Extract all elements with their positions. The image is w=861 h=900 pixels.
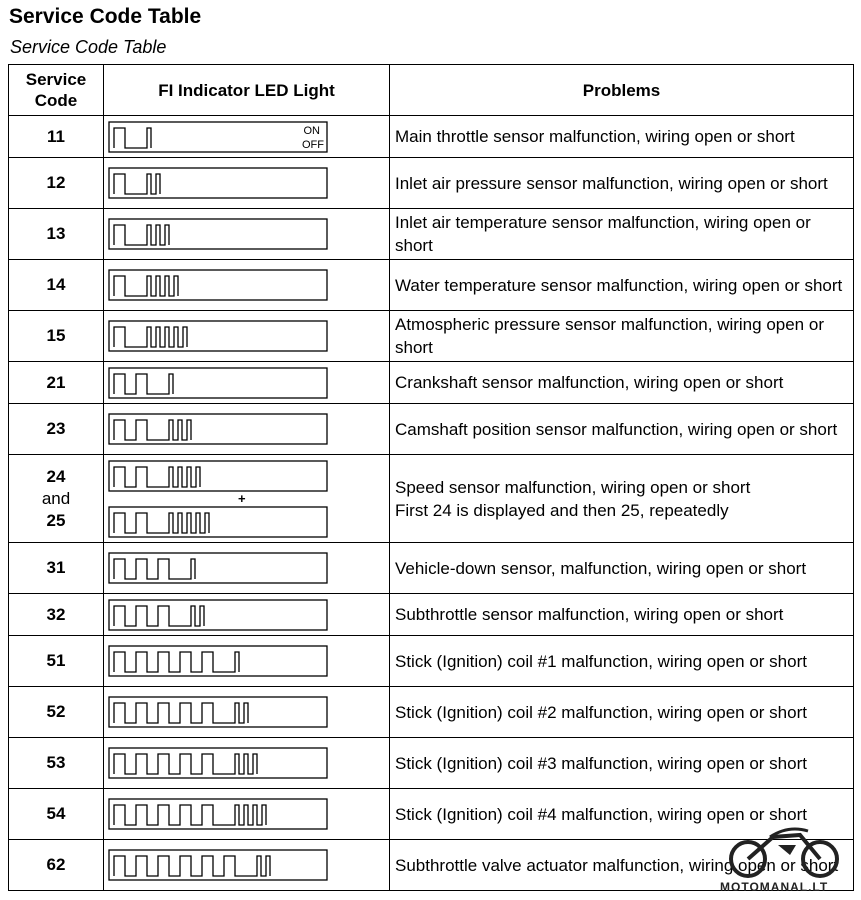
led-on-label: ON [303,124,320,137]
service-code: 21 [46,372,66,392]
watermark-logo [718,823,858,900]
led-blink-pattern [114,174,160,194]
fi-indicator-cell [104,158,390,209]
led-signal-diagram [108,598,328,632]
problem-text: Subthrottle sensor malfunction, wiring open or short [395,605,784,624]
led-blink-pattern [114,856,270,876]
and-label: and [41,488,71,508]
fi-indicator-cell [104,594,390,636]
service-code-cell [9,543,104,594]
table-row [9,543,854,594]
service-code-cell [9,840,104,891]
table-row [9,404,854,455]
led-frame [109,368,327,398]
combo-plus-symbol: + [238,490,246,506]
led-blink-pattern [114,374,173,394]
fi-indicator-cell [104,687,390,738]
fi-indicator-cell [104,311,390,362]
table-header-row [9,65,854,116]
service-code: 25 [46,510,66,530]
fi-indicator-cell [104,362,390,404]
service-code: 11 [47,126,65,146]
led-signal-diagram [108,319,328,353]
fi-indicator-cell [104,455,390,543]
problem-text: Stick (Ignition) coil #2 malfunction, wiring open or short [395,702,807,722]
led-blink-pattern [114,703,248,723]
fi-indicator-cell [104,840,390,891]
led-blink-pattern [114,225,169,245]
led-blink-pattern [114,327,187,347]
led-blink-pattern [114,513,209,533]
problem-text: Inlet air pressure sensor malfunction, wiring open or short [395,173,828,193]
page-title: Service Code Table [9,5,202,28]
table-row [9,636,854,687]
service-code: 54 [46,804,66,823]
service-code-cell [9,260,104,311]
problem-cell [390,362,854,404]
problem-text: Crankshaft sensor malfunction, wiring open or short [395,373,784,392]
led-off-label: OFF [302,138,324,151]
problem-cell [390,158,854,209]
service-code-cell [9,636,104,687]
problem-text: Subthrottle valve actuator malfunction, wiring open or short [395,855,839,875]
header-problems: Problems [390,65,854,116]
problem-text: Vehicle-down sensor, malfunction, wiring open or short [395,558,807,578]
fi-indicator-cell [104,789,390,840]
problem-cell [390,116,854,158]
problem-cell [390,209,854,260]
led-signal-diagram [108,746,328,780]
led-signal-diagram [108,551,328,585]
problem-cell [390,404,854,455]
led-signal-diagram [108,644,328,678]
table-row [9,738,854,789]
led-signal-diagram [108,797,328,831]
fi-indicator-cell [104,404,390,455]
table-row [9,209,854,260]
problem-text: Water temperature sensor malfunction, wiring open or short [395,275,843,295]
table-row [9,455,854,543]
service-code-cell [9,789,104,840]
problem-text: Atmospheric pressure sensor malfunction, wiring open or short [395,315,824,357]
fi-indicator-cell [104,260,390,311]
service-code-cell [9,404,104,455]
service-code-cell [9,116,104,158]
table-row [9,158,854,209]
problem-cell [390,687,854,738]
service-code: 52 [46,702,66,721]
service-code: 14 [46,275,66,294]
table-row [9,362,854,404]
service-code-cell [9,738,104,789]
service-code-table [8,64,854,891]
problem-text: Camshaft position sensor malfunction, wiring open or short [395,419,838,439]
led-signal-diagram [108,505,328,539]
problem-cell [390,543,854,594]
service-code: 53 [46,753,66,772]
fi-indicator-cell [104,543,390,594]
fi-indicator-cell [104,636,390,687]
problem-text: Stick (Ignition) coil #3 malfunction, wiring open or short [395,753,807,773]
led-frame [109,461,327,491]
service-code-cell [9,594,104,636]
table-row [9,594,854,636]
service-code-cell [9,362,104,404]
led-blink-pattern [114,467,200,487]
led-signal-diagram [108,120,328,154]
problem-cell [390,594,854,636]
service-code: 23 [46,419,66,438]
led-signal-diagram [108,166,328,200]
problem-text: Main throttle sensor malfunction, wiring open or short [395,127,795,146]
problem-cell [390,738,854,789]
led-frame [109,600,327,630]
table-row [9,311,854,362]
fi-indicator-cell [104,209,390,260]
fi-indicator-cell [104,116,390,158]
led-signal-diagram [108,848,328,882]
problem-cell [390,636,854,687]
service-code: 62 [46,855,66,874]
led-frame [109,553,327,583]
led-signal-diagram [108,412,328,446]
service-code: 15 [46,326,66,345]
service-code: 13 [46,224,66,243]
service-code: 31 [46,558,66,577]
header-service-code: Service Code [9,65,104,116]
problem-cell [390,260,854,311]
service-code: 24 [46,466,66,486]
led-signal-diagram [108,695,328,729]
table-body [9,116,854,891]
service-code-cell [9,209,104,260]
led-frame [109,414,327,444]
table-row [9,687,854,738]
led-blink-pattern [114,805,266,825]
service-code-cell [9,455,104,543]
service-code-cell [9,687,104,738]
led-blink-pattern [114,128,151,148]
page-subtitle: Service Code Table [10,37,167,57]
header-fi-indicator: FI Indicator LED Light [104,65,390,116]
table-row [9,116,854,158]
table-row [9,260,854,311]
led-blink-pattern [114,559,195,579]
service-code: 12 [46,173,66,192]
fi-indicator-cell [104,738,390,789]
led-blink-pattern [114,420,191,440]
led-signal-diagram [108,366,328,400]
service-code-cell [9,158,104,209]
problem-text: Stick (Ignition) coil #1 malfunction, wiring open or short [395,651,807,671]
led-blink-pattern [114,652,239,672]
problem-note: First 24 is displayed and then 25, repeatedly [395,500,729,520]
service-code-cell [9,311,104,362]
led-signal-diagram [108,268,328,302]
problem-text: Speed sensor malfunction, wiring open or short [395,477,751,497]
problem-text: Inlet air temperature sensor malfunction, wiring open or short [395,213,811,255]
led-blink-pattern [114,276,178,296]
led-blink-pattern [114,606,204,626]
led-frame [109,507,327,537]
led-signal-diagram [108,217,328,251]
problem-cell [390,455,854,543]
problem-text: Stick (Ignition) coil #4 malfunction, wiring open or short [395,804,807,824]
led-signal-diagram [108,459,328,493]
service-code: 32 [46,604,66,624]
watermark-text: MOTOMANAL.LT [720,880,829,894]
led-blink-pattern [114,754,257,774]
service-code: 51 [46,651,66,670]
problem-cell [390,311,854,362]
